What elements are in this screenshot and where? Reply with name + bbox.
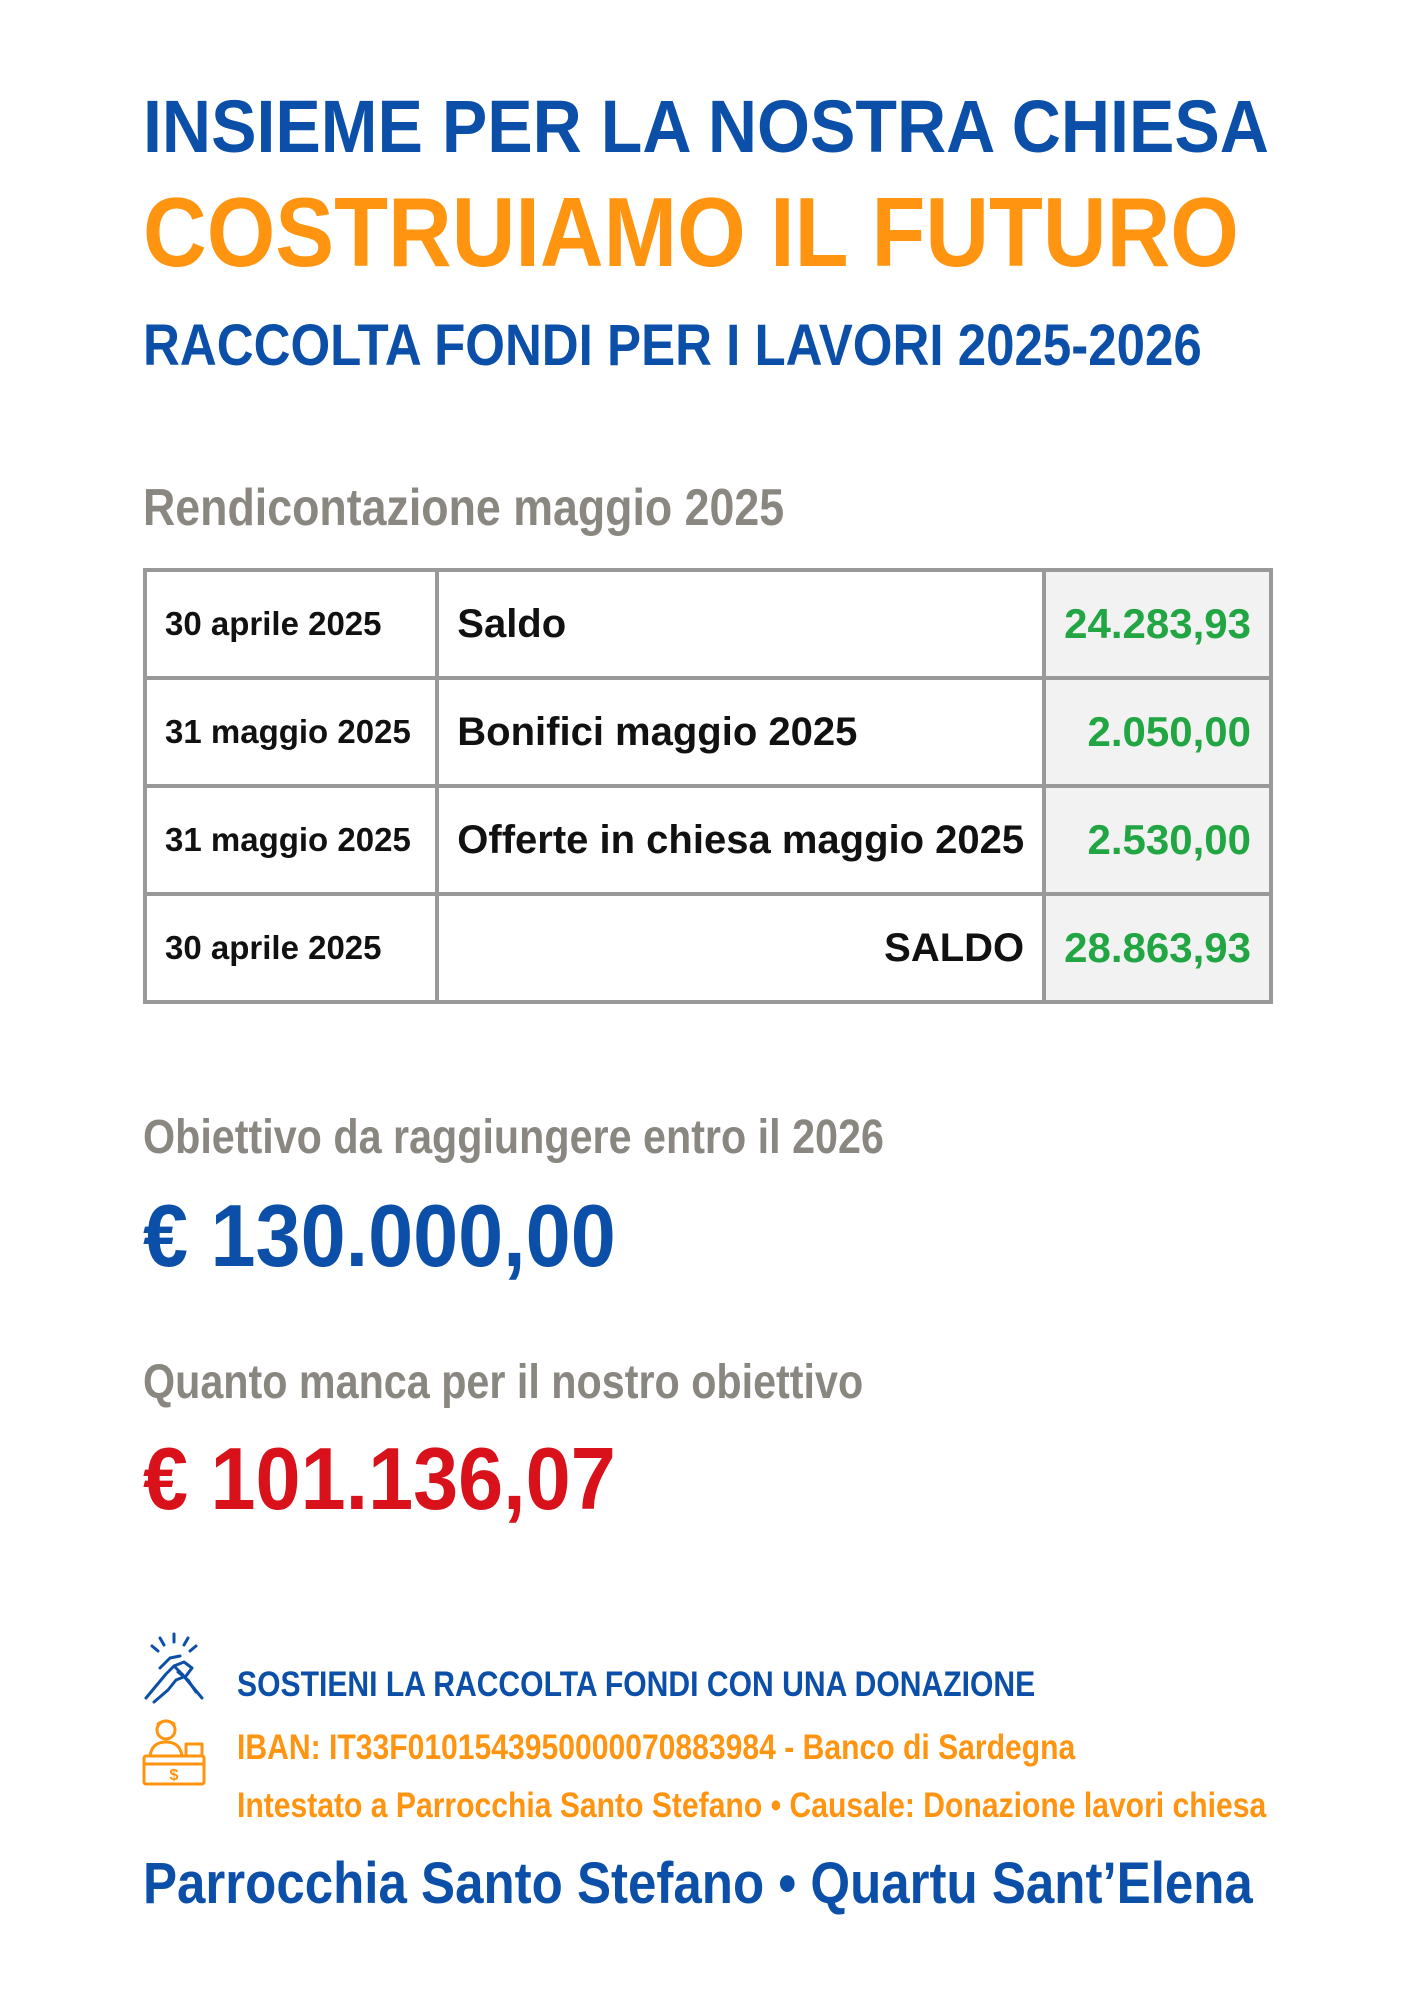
- goal-label: Obiettivo da raggiungere entro il 2026: [143, 1111, 884, 1164]
- report-table: [143, 568, 1273, 1004]
- row-date: 31 maggio 2025: [145, 678, 437, 786]
- table-row: [145, 894, 1271, 1002]
- svg-text:$: $: [169, 1767, 179, 1784]
- row-description: SALDO: [437, 894, 1044, 1002]
- table-row: [145, 570, 1271, 678]
- row-date: 30 aprile 2025: [145, 570, 437, 678]
- row-date: 31 maggio 2025: [145, 786, 437, 894]
- row-amount: 28.863,93: [1044, 894, 1271, 1002]
- donation-call: SOSTIENI LA RACCOLTA FONDI CON UNA DONAZIONE: [237, 1665, 1036, 1704]
- holder-line: Intestato a Parrocchia Santo Stefano • Causale: Donazione lavori chiesa: [237, 1786, 1267, 1825]
- header-line-3: RACCOLTA FONDI PER I LAVORI 2025-2026: [143, 313, 1202, 378]
- remaining-label: Quanto manca per il nostro obiettivo: [143, 1356, 864, 1409]
- remaining-amount: € 101.136,07: [143, 1429, 616, 1528]
- row-amount: 2.050,00: [1044, 678, 1271, 786]
- row-description: Offerte in chiesa maggio 2025: [437, 786, 1044, 894]
- row-date: 30 aprile 2025: [145, 894, 437, 1002]
- report-title: Rendicontazione maggio 2025: [143, 479, 785, 537]
- table-row: [145, 786, 1271, 894]
- row-description: Bonifici maggio 2025: [437, 678, 1044, 786]
- row-amount: 2.530,00: [1044, 786, 1271, 894]
- table-row: [145, 678, 1271, 786]
- header-line-2: COSTRUIAMO IL FUTURO: [143, 177, 1239, 287]
- footer-parish: Parrocchia Santo Stefano • Quartu Sant’Elena: [143, 1851, 1253, 1916]
- cashier-icon: [140, 1716, 208, 1788]
- header-line-1: INSIEME PER LA NOSTRA CHIESA: [143, 85, 1269, 168]
- goal-amount: € 130.000,00: [143, 1186, 616, 1285]
- handshake-icon: [140, 1632, 208, 1704]
- row-amount: 24.283,93: [1044, 570, 1271, 678]
- iban-line: IBAN: IT33F0101543950000070883984 - Banco di Sardegna: [237, 1728, 1076, 1767]
- row-description: Saldo: [437, 570, 1044, 678]
